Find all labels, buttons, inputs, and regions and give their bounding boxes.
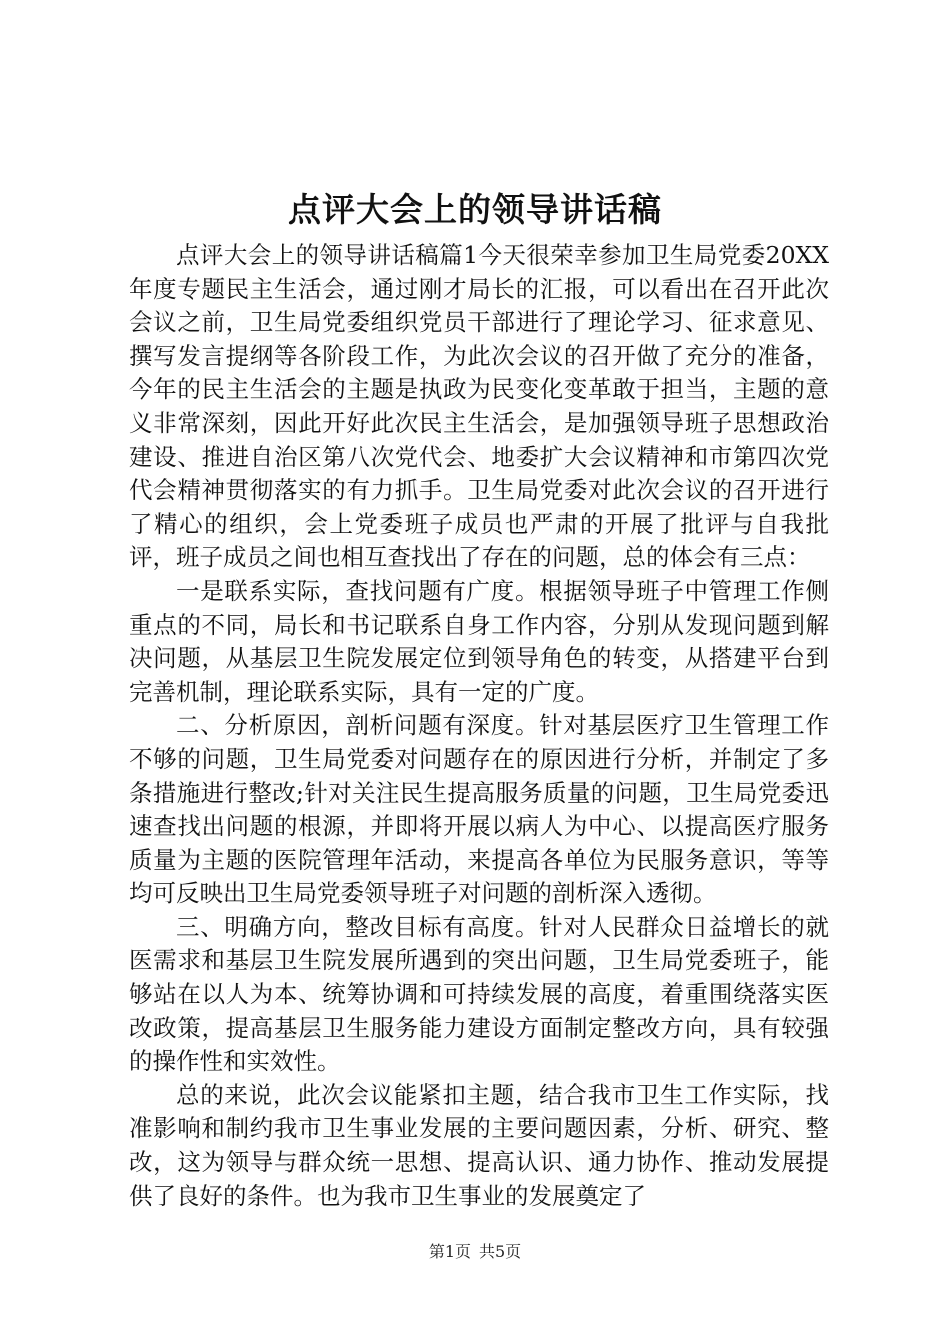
- document-body: [129, 239, 829, 1213]
- paragraph-point-two: 二、分析原因，剖析问题有深度。针对基层医疗卫生管理工作不够的问题，卫生局党委对问题存在的原因进行分析，并制定了多条措施进行整改;针对关注民生提高服务质量的问题，卫生局党委迅速查找出问题的根源，并即将开展以病人为中心、以提高医疗服务质量为主题的医院管理年活动，来提高各单位为民服务意识，等等均可反映出卫生局党委领导班子对问题的剖析深入透彻。: [129, 711, 829, 908]
- paragraph-intro: 点评大会上的领导讲话稿篇1今天很荣幸参加卫生局党委20XX年度专题民主生活会，通过刚才局长的汇报，可以看出在召开此次会议之前，卫生局党委组织党员干部进行了理论学习、征求意见、撰写发言提纲等各阶段工作，为此次会议的召开做了充分的准备，今年的民主生活会的主题是执政为民变化变革敢于担当，主题的意义非常深刻，因此开好此次民主生活会，是加强领导班子思想政治建设、推进自治区第八次党代会、地委扩大会议精神和市第四次党代会精神贯彻落实的有力抓手。卫生局党委对此次会议的召开进行了精心的组织，会上党委班子成员也严肃的开展了批评与自我批评，班子成员之间也相互查找出了存在的问题，总的体会有三点：: [129, 241, 829, 572]
- paragraph-summary: 总的来说，此次会议能紧扣主题，结合我市卫生工作实际，找准影响和制约我市卫生事业发展的主要问题因素，分析、研究、整改，这为领导与群众统一思想、提高认识、通力协作、推动发展提供了良好的条件。也为我市卫生事业的发展奠定了: [129, 1080, 829, 1210]
- page-footer: [0, 1240, 950, 1264]
- paragraph-point-three: 三、明确方向，整改目标有高度。针对人民群众日益增长的就医需求和基层卫生院发展所遇到的突出问题，卫生局党委班子，能够站在以人为本、统筹协调和可持续发展的高度，着重围绕落实医改政策，提高基层卫生服务能力建设方面制定整改方向，具有较强的操作性和实效性。: [129, 912, 829, 1076]
- paragraph-point-one: 一是联系实际，查找问题有广度。根据领导班子中管理工作侧重点的不同，局长和书记联系自身工作内容，分别从发现问题到解决问题，从基层卫生院发展定位到领导角色的转变，从搭建平台到完善机制，理论联系实际，具有一定的广度。: [129, 576, 829, 706]
- document-title: 点评大会上的领导讲话稿: [288, 190, 662, 229]
- page-number-current: 第1页: [428, 1242, 471, 1261]
- page-number-total: 共5页: [479, 1242, 522, 1261]
